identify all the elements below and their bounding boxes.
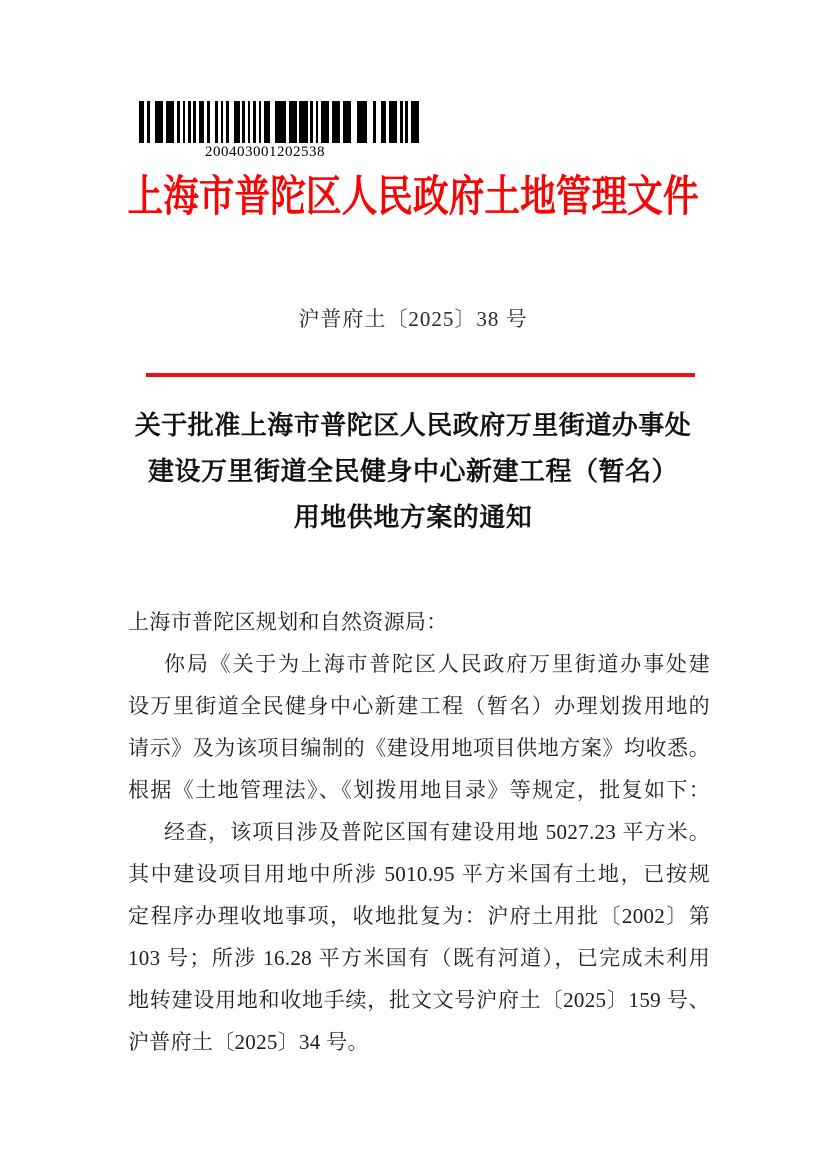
barcode-bar: [299, 101, 307, 143]
barcode-number: 200403001202538: [205, 144, 325, 160]
barcode-bar: [357, 101, 368, 143]
barcode-bar: [275, 101, 286, 143]
masthead-title: 上海市普陀区人民政府土地管理文件: [127, 174, 699, 221]
red-divider-rule: [146, 373, 695, 377]
body-line: 103 号；所涉 16.28 平方米国有（既有河道），已完成未利用: [128, 946, 710, 970]
body-line: 定程序办理收地事项，收地批复为：沪府土用批〔2002〕第: [128, 904, 710, 928]
notice-title-line: 建设万里街道全民健身中心新建工程（暂名）: [147, 456, 678, 486]
body-text: [128, 601, 710, 1063]
body-line: 经查，该项目涉及普陀区国有建设用地 5027.23 平方米。: [164, 820, 710, 844]
barcode-bar: [411, 101, 419, 143]
barcode-image: [139, 101, 419, 143]
notice-title-line: 用地供地方案的通知: [293, 502, 533, 532]
barcode-bar: [166, 101, 174, 143]
body-line: 上海市普陀区规划和自然资源局：: [128, 610, 448, 634]
doc-number: 沪普府土〔2025〕38 号: [298, 307, 528, 331]
body-line: 其中建设项目用地中所涉 5010.95 平方米国有土地，已按规: [128, 862, 710, 886]
notice-title-line: 关于批准上海市普陀区人民政府万里街道办事处: [134, 410, 692, 440]
body-line: 请示》及为该项目编制的《建设用地项目供地方案》均收悉。: [128, 736, 710, 760]
body-line: 根据《土地管理法》、《划拨用地目录》等规定，批复如下：: [128, 778, 710, 802]
barcode-bar: [155, 101, 163, 143]
barcode-bar: [343, 101, 351, 143]
body-line: 你局《关于为上海市普陀区人民政府万里街道办事处建: [164, 652, 710, 676]
notice-title: [0, 402, 826, 540]
barcode-bar: [332, 101, 340, 143]
barcode-bar: [289, 101, 297, 143]
barcode-bar: [321, 101, 329, 143]
body-line: 设万里街道全民健身中心新建工程（暂名）办理划拨用地的: [128, 694, 710, 718]
body-line: 地转建设用地和收地手续，批文文号沪府土〔2025〕159 号、: [128, 988, 710, 1012]
barcode-bar: [389, 101, 397, 143]
body-line: 沪普府土〔2025〕34 号。: [128, 1030, 369, 1054]
